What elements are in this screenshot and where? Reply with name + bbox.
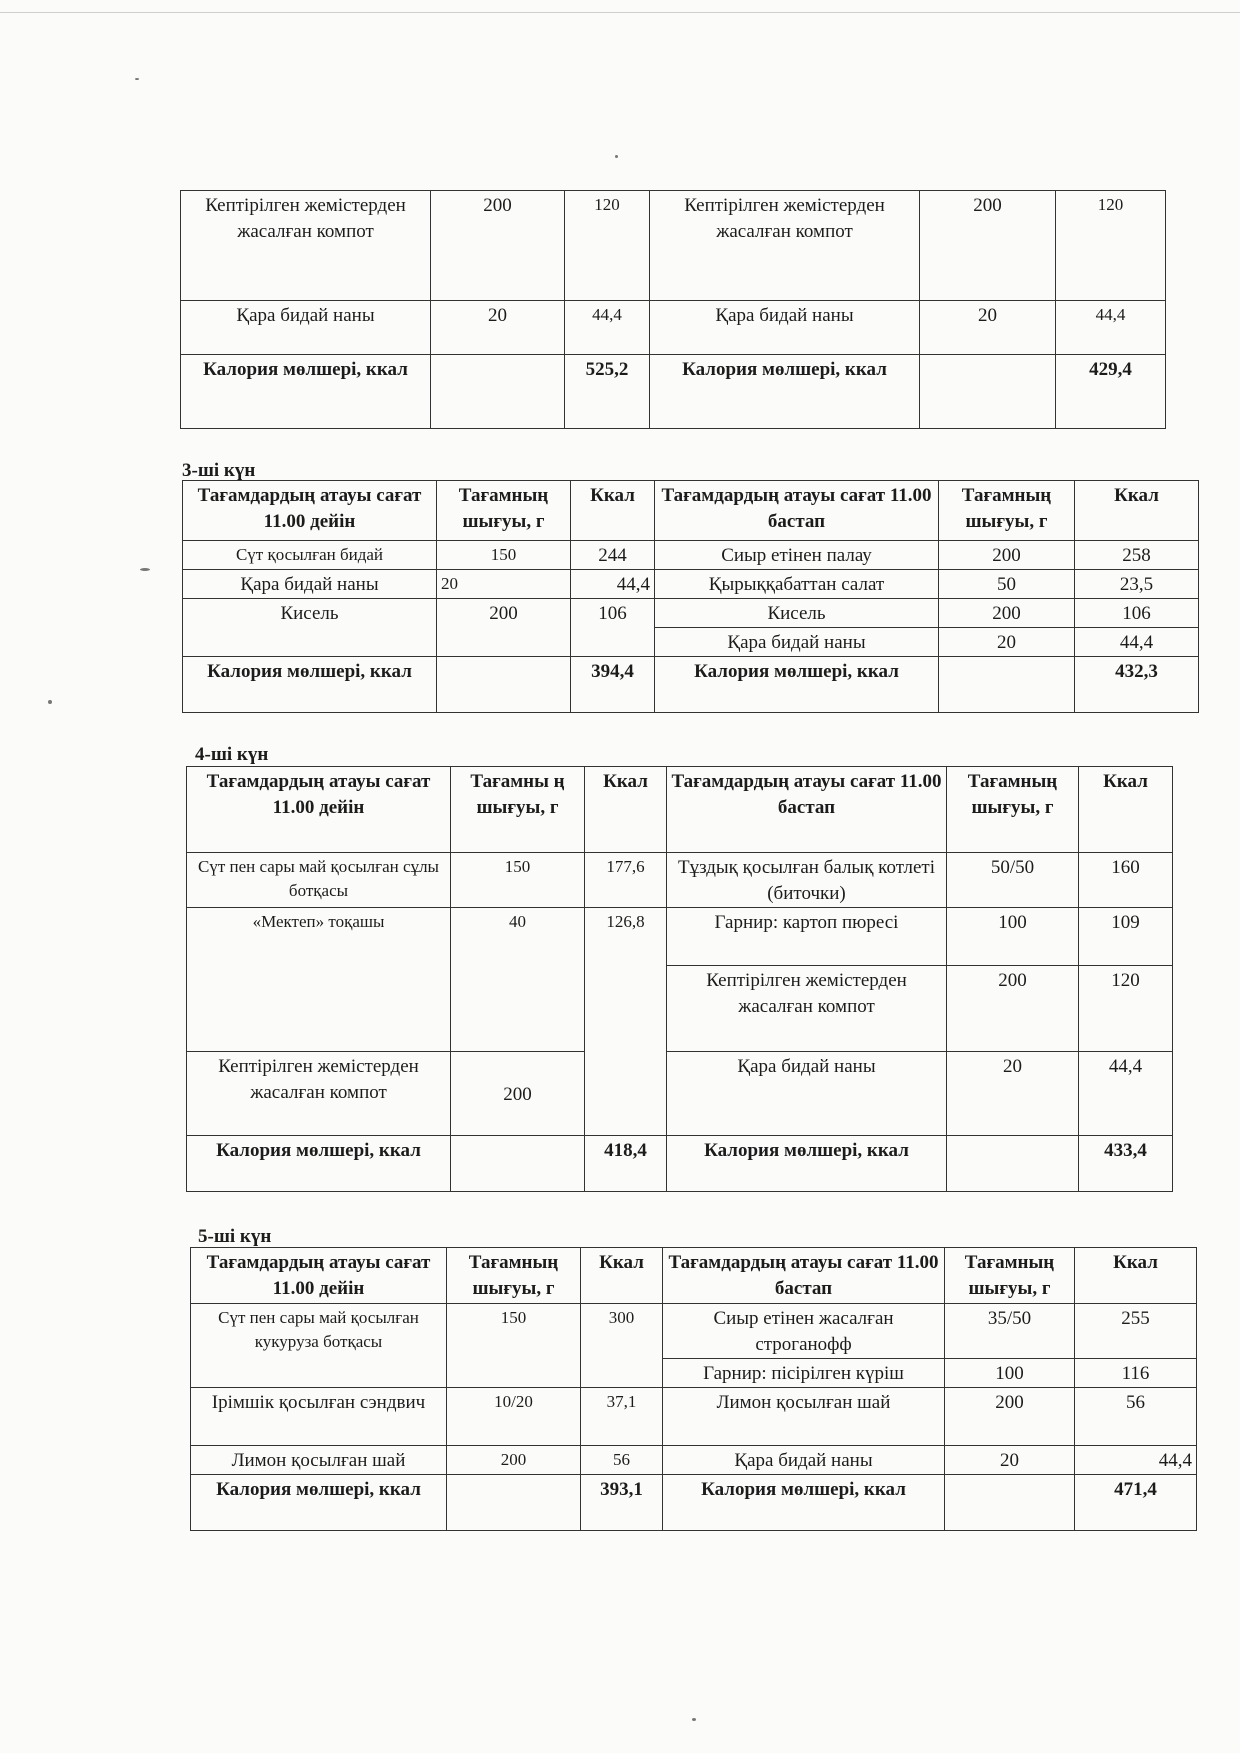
dish-name: Кептірілген жемістерден жасалған компот xyxy=(187,1052,451,1136)
dish-yield: 100 xyxy=(947,908,1079,966)
col-header-kcal: Ккал xyxy=(585,767,667,853)
dish-name: Лимон қосылған шай xyxy=(191,1446,447,1475)
day5-label: 5-ші күн xyxy=(198,1226,272,1247)
dish-kcal: 120 xyxy=(1056,191,1166,301)
dish-kcal: 44,4 xyxy=(565,301,650,355)
col-header-yield: Тағамның шығуы, г xyxy=(447,1248,581,1304)
col-header-yield: Тағамны ң шығуы, г xyxy=(451,767,585,853)
total-label: Калория мөлшері, ккал xyxy=(663,1475,945,1531)
dish-name: Ірімшік қосылған сэндвич xyxy=(191,1388,447,1446)
day2-tail-table xyxy=(180,190,1166,429)
col-header-kcal: Ккал xyxy=(581,1248,663,1304)
dish-yield: 50/50 xyxy=(947,853,1079,908)
total-kcal: 394,4 xyxy=(571,657,655,713)
dish-yield: 200 xyxy=(939,541,1075,570)
scan-speck xyxy=(615,155,618,158)
header-row xyxy=(191,1248,1197,1304)
dish-kcal: 126,8 xyxy=(585,908,667,1136)
dish-kcal: 44,4 xyxy=(1056,301,1166,355)
dish-yield: 200 xyxy=(431,191,565,301)
dish-name: Кептірілген жемістерден жасалған компот xyxy=(650,191,920,301)
dish-name: Тұздық қосылған балық котлеті (биточки) xyxy=(667,853,947,908)
header-row xyxy=(183,481,1199,541)
col-header-name-after: Тағамдардың атауы сағат 11.00 бастап xyxy=(655,481,939,541)
dish-name: «Мектеп» тоқашы xyxy=(187,908,451,1052)
dish-yield: 20 xyxy=(947,1052,1079,1136)
table-row xyxy=(187,908,1173,966)
dish-name: Қара бидай наны xyxy=(667,1052,947,1136)
total-kcal: 471,4 xyxy=(1075,1475,1197,1531)
dish-yield: 10/20 xyxy=(447,1388,581,1446)
dish-yield: 200 xyxy=(920,191,1056,301)
dish-kcal: 44,4 xyxy=(1079,1052,1173,1136)
dish-name: Сүт пен сары май қосылған сұлы ботқасы xyxy=(187,853,451,908)
scan-speck xyxy=(48,700,52,704)
dish-name: Кептірілген жемістерден жасалған компот xyxy=(181,191,431,301)
dish-yield: 200 xyxy=(447,1446,581,1475)
total-kcal: 525,2 xyxy=(565,355,650,429)
dish-kcal: 44,4 xyxy=(1075,1446,1197,1475)
col-header-name-after: Тағамдардың атауы сағат 11.00 бастап xyxy=(663,1248,945,1304)
table-row xyxy=(187,1052,1173,1136)
dish-kcal: 44,4 xyxy=(1075,628,1199,657)
col-header-kcal: Ккал xyxy=(1075,1248,1197,1304)
dish-name: Қырыққабаттан салат xyxy=(655,570,939,599)
dish-yield: 20 xyxy=(431,301,565,355)
day3-table xyxy=(182,480,1199,713)
dish-kcal: 23,5 xyxy=(1075,570,1199,599)
total-kcal: 432,3 xyxy=(1075,657,1199,713)
day4-table xyxy=(186,766,1173,1192)
table-row xyxy=(183,541,1199,570)
header-row xyxy=(187,767,1173,853)
dish-kcal: 244 xyxy=(571,541,655,570)
col-header-yield: Тағамның шығуы, г xyxy=(945,1248,1075,1304)
dish-kcal: 116 xyxy=(1075,1359,1197,1388)
total-kcal: 418,4 xyxy=(585,1136,667,1192)
col-header-yield: Тағамның шығуы, г xyxy=(437,481,571,541)
col-header-yield: Тағамның шығуы, г xyxy=(939,481,1075,541)
dish-name: Кисель xyxy=(183,599,437,657)
dish-name: Сүт қосылған бидай xyxy=(183,541,437,570)
table-row xyxy=(183,599,1199,628)
dish-kcal: 109 xyxy=(1079,908,1173,966)
day5-table xyxy=(190,1247,1197,1531)
col-header-kcal: Ккал xyxy=(571,481,655,541)
col-header-name-before: Тағамдардың атауы сағат 11.00 дейін xyxy=(183,481,437,541)
dish-name: Қара бидай наны xyxy=(663,1446,945,1475)
dish-yield: 20 xyxy=(920,301,1056,355)
total-label: Калория мөлшері, ккал xyxy=(191,1475,447,1531)
dish-kcal: 44,4 xyxy=(571,570,655,599)
total-label: Калория мөлшері, ккал xyxy=(655,657,939,713)
dish-name: Гарнир: пісірілген күріш xyxy=(663,1359,945,1388)
total-label: Калория мөлшері, ккал xyxy=(187,1136,451,1192)
total-kcal: 393,1 xyxy=(581,1475,663,1531)
table-row xyxy=(181,191,1166,301)
day4-label: 4-ші күн xyxy=(195,744,269,765)
dish-kcal: 120 xyxy=(1079,966,1173,1052)
col-header-kcal: Ккал xyxy=(1079,767,1173,853)
total-label: Калория мөлшері, ккал xyxy=(181,355,431,429)
total-kcal: 433,4 xyxy=(1079,1136,1173,1192)
dish-yield: 150 xyxy=(437,541,571,570)
dish-kcal: 160 xyxy=(1079,853,1173,908)
col-header-name-before: Тағамдардың атауы сағат 11.00 дейін xyxy=(187,767,451,853)
col-header-name-before: Тағамдардың атауы сағат 11.00 дейін xyxy=(191,1248,447,1304)
dish-name: Сиыр етінен жасалған строганофф xyxy=(663,1304,945,1359)
total-row xyxy=(183,657,1199,713)
dish-name: Қара бидай наны xyxy=(650,301,920,355)
dish-name: Қара бидай наны xyxy=(183,570,437,599)
dish-yield: 150 xyxy=(451,853,585,908)
dish-kcal: 258 xyxy=(1075,541,1199,570)
day3-label: 3-ші күн xyxy=(182,460,256,481)
dish-name: Сиыр етінен палау xyxy=(655,541,939,570)
table-row xyxy=(191,1304,1197,1359)
dish-kcal: 106 xyxy=(571,599,655,657)
dish-yield: 100 xyxy=(945,1359,1075,1388)
dish-yield: 20 xyxy=(945,1446,1075,1475)
scan-speck xyxy=(135,78,139,80)
total-label: Калория мөлшері, ккал xyxy=(183,657,437,713)
dish-kcal: 37,1 xyxy=(581,1388,663,1446)
dish-kcal: 255 xyxy=(1075,1304,1197,1359)
total-row xyxy=(191,1475,1197,1531)
dish-yield: 40 xyxy=(451,908,585,1052)
dish-name: Кисель xyxy=(655,599,939,628)
dish-yield: 200 xyxy=(437,599,571,657)
dish-kcal: 56 xyxy=(581,1446,663,1475)
dish-name: Гарнир: картоп пюресі xyxy=(667,908,947,966)
dish-yield: 200 xyxy=(939,599,1075,628)
dish-kcal: 56 xyxy=(1075,1388,1197,1446)
dish-yield: 200 xyxy=(451,1052,585,1136)
total-row xyxy=(181,355,1166,429)
dish-kcal: 120 xyxy=(565,191,650,301)
scan-speck xyxy=(692,1718,696,1721)
dish-yield: 200 xyxy=(945,1388,1075,1446)
table-row xyxy=(191,1446,1197,1475)
dish-name: Кептірілген жемістерден жасалған компот xyxy=(667,966,947,1052)
table-row xyxy=(181,301,1166,355)
col-header-yield: Тағамның шығуы, г xyxy=(947,767,1079,853)
total-kcal: 429,4 xyxy=(1056,355,1166,429)
dish-kcal: 106 xyxy=(1075,599,1199,628)
dish-yield: 50 xyxy=(939,570,1075,599)
dish-name: Сүт пен сары май қосылған кукуруза ботқасы xyxy=(191,1304,447,1388)
dish-name: Лимон қосылған шай xyxy=(663,1388,945,1446)
dish-kcal: 177,6 xyxy=(585,853,667,908)
dish-yield: 20 xyxy=(437,570,571,599)
scan-edge-line xyxy=(0,12,1240,13)
dish-name: Қара бидай наны xyxy=(181,301,431,355)
col-header-kcal: Ккал xyxy=(1075,481,1199,541)
table-row xyxy=(187,853,1173,908)
dish-yield: 200 xyxy=(947,966,1079,1052)
dish-yield: 35/50 xyxy=(945,1304,1075,1359)
col-header-name-after: Тағамдардың атауы сағат 11.00 бастап xyxy=(667,767,947,853)
dish-name: Қара бидай наны xyxy=(655,628,939,657)
dish-yield: 150 xyxy=(447,1304,581,1388)
table-row xyxy=(191,1388,1197,1446)
total-row xyxy=(187,1136,1173,1192)
dish-kcal: 300 xyxy=(581,1304,663,1388)
total-label: Калория мөлшері, ккал xyxy=(650,355,920,429)
table-row xyxy=(183,570,1199,599)
total-label: Калория мөлшері, ккал xyxy=(667,1136,947,1192)
dish-yield: 20 xyxy=(939,628,1075,657)
scan-speck xyxy=(140,568,150,571)
